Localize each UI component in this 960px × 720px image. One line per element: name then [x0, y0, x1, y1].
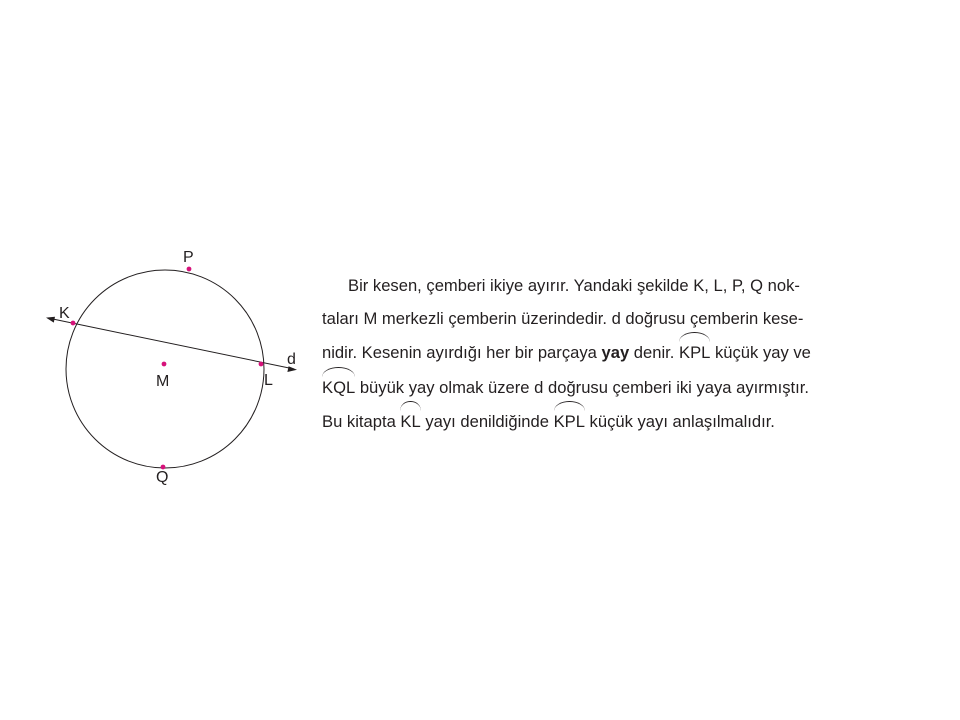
text-segment: büyük yay olmak üzere d doğrusu çemberi iki yaya ayırmıştır.: [355, 377, 809, 397]
arc-notation-kql: KQL: [322, 370, 355, 405]
label-P: P: [183, 249, 194, 266]
paragraph-line-1: Bir kesen, çemberi ikiye ayırır. Yandaki şekilde K, L, P, Q nok-: [348, 276, 800, 295]
explanation-paragraph: [322, 270, 912, 439]
text-segment: yayı denildiğinde: [420, 412, 554, 431]
text-segment: nidir. Kesenin ayırdığı her bir parçaya: [322, 343, 602, 362]
paragraph-line-3: [322, 335, 912, 370]
arc-notation-kl: KL: [400, 404, 420, 439]
label-M: M: [156, 373, 170, 390]
arrowhead-left: [46, 317, 55, 323]
label-d: d: [287, 351, 296, 368]
circle: [66, 270, 264, 468]
text-segment: denir.: [629, 343, 679, 362]
paragraph-line-2: taları M merkezli çemberin üzerindedir. d doğrusu çemberin kese-: [322, 308, 804, 328]
paragraph-line-5: [322, 404, 912, 439]
arc-notation-kpl: KPL: [554, 404, 585, 439]
term-yay: yay: [601, 343, 630, 362]
text-segment: Bu kitapta: [322, 412, 401, 431]
secant-line-d: [48, 318, 294, 369]
arc-notation-kpl: KPL: [679, 335, 710, 370]
label-L: L: [264, 372, 273, 389]
text-segment: küçük yayı anlaşılmalıdır.: [584, 412, 775, 431]
label-Q: Q: [156, 469, 169, 486]
paragraph-line-4: [322, 370, 912, 405]
point-K: [71, 321, 76, 326]
label-K: K: [59, 305, 70, 322]
point-P: [187, 267, 192, 272]
point-L: [259, 362, 264, 367]
text-segment: küçük yay ve: [710, 343, 811, 362]
point-M: [162, 362, 167, 367]
